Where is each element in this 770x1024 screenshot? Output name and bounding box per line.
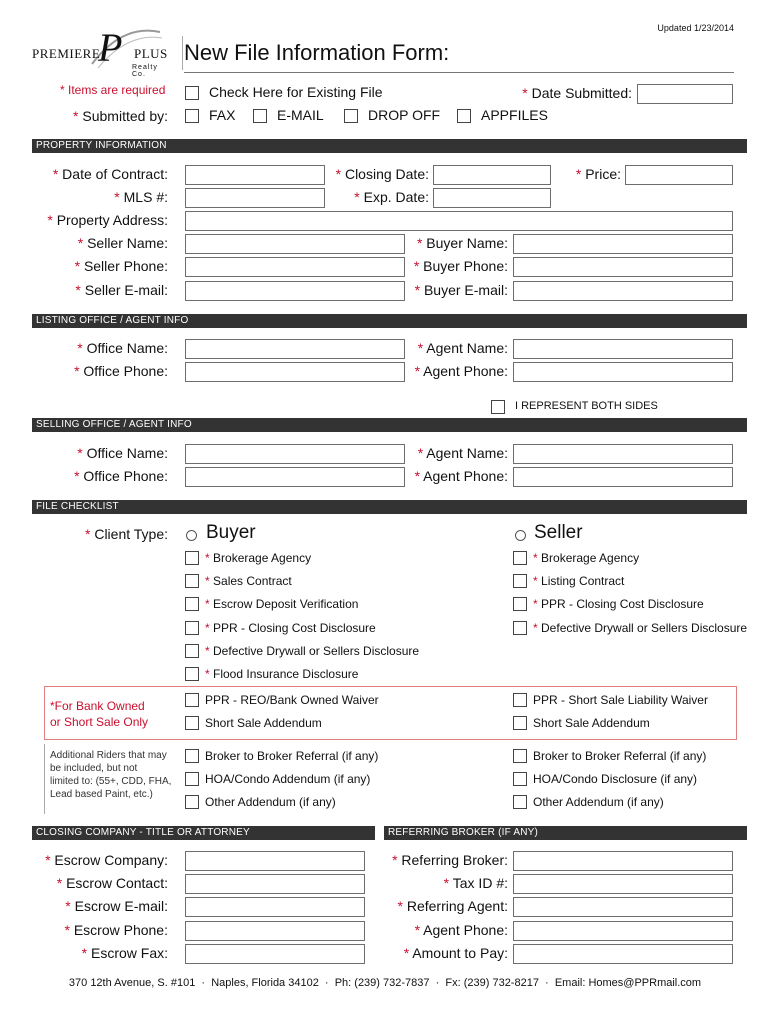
seller-item-checkbox[interactable] [513, 574, 527, 588]
referring-broker-text: Referring Broker: [401, 852, 508, 868]
seller-phone-input[interactable] [185, 257, 405, 277]
buyer-name-label: * Buyer Name: [416, 235, 508, 251]
selling-header: SELLING OFFICE / AGENT INFO [32, 418, 747, 432]
updated-date: Updated 1/23/2014 [657, 23, 734, 33]
buyer-name-input[interactable] [513, 234, 733, 254]
referring-agent-phone-text: Agent Phone: [423, 922, 508, 938]
escrow-contact-text: Escrow Contact: [66, 875, 168, 891]
buyer-email-input[interactable] [513, 281, 733, 301]
selling-agent-phone-label: * Agent Phone: [414, 468, 508, 484]
seller-email-label: * Seller E-mail: [75, 282, 168, 298]
listing-agent-name-text: Agent Name: [426, 340, 508, 356]
existing-file-checkbox[interactable] [185, 86, 199, 100]
seller-rider-label: Other Addendum (if any) [533, 795, 664, 809]
price-input[interactable] [625, 165, 733, 185]
listing-office-phone-input[interactable] [185, 362, 405, 382]
listing-agent-phone-input[interactable] [513, 362, 733, 382]
escrow-phone-text: Escrow Phone: [73, 922, 168, 938]
seller-item-label: * Brokerage Agency [533, 551, 640, 565]
buyer-item-text: Brokerage Agency [213, 551, 312, 565]
listing-office-phone-label: * Office Phone: [74, 363, 168, 379]
seller-rider-checkbox[interactable] [513, 795, 527, 809]
drop-off-label: DROP OFF [368, 107, 441, 123]
tax-id-input[interactable] [513, 874, 733, 894]
seller-phone-text: Seller Phone: [83, 258, 168, 274]
buyer-name-text: Buyer Name: [426, 235, 508, 251]
selling-office-phone-label: * Office Phone: [74, 468, 168, 484]
form-title: New File Information Form: [184, 40, 450, 65]
buyer-item-checkbox[interactable] [185, 597, 199, 611]
appfiles-checkbox[interactable] [457, 109, 471, 123]
listing-office-phone-text: Office Phone: [83, 363, 168, 379]
seller-email-input[interactable] [185, 281, 405, 301]
buyer-item-checkbox[interactable] [185, 644, 199, 658]
date-of-contract-label: * Date of Contract: [52, 166, 168, 182]
selling-office-name-input[interactable] [185, 444, 405, 464]
escrow-company-input[interactable] [185, 851, 365, 871]
seller-item-text: Brokerage Agency [541, 551, 640, 565]
reo-waiver-checkbox[interactable] [185, 693, 199, 707]
date-of-contract-text: Date of Contract: [62, 166, 168, 182]
seller-rider-label: Broker to Broker Referral (if any) [533, 749, 707, 763]
footer-address: 370 12th Avenue, S. #101 · Naples, Florida 34102 · Ph: (239) 732-7837 · Fx: (239) 732-8217 · Email: Homes@PPRmail.com [68, 977, 702, 989]
tax-id-text: Tax ID #: [452, 875, 508, 891]
escrow-email-text: Escrow E-mail: [74, 898, 168, 914]
client-type-label: * Client Type: [84, 526, 168, 542]
logo-monogram: P [98, 25, 123, 70]
client-type-text: Client Type: [94, 526, 168, 542]
seller-item-text: Defective Drywall or Sellers Disclosure [541, 621, 748, 635]
mls-text: MLS #: [123, 189, 168, 205]
listing-agent-phone-text: Agent Phone: [423, 363, 508, 379]
bank-owned-note-line: *For Bank Owned [50, 699, 145, 713]
listing-office-name-input[interactable] [185, 339, 405, 359]
escrow-fax-input[interactable] [185, 944, 365, 964]
escrow-phone-label: * Escrow Phone: [64, 922, 168, 938]
amount-to-pay-text: Amount to Pay: [412, 945, 508, 961]
selling-office-name-label: * Office Name: [77, 445, 168, 461]
seller-rider-checkbox[interactable] [513, 772, 527, 786]
reo-waiver-label: PPR - REO/Bank Owned Waiver [205, 693, 379, 707]
logo-subtitle: Realty Co. [132, 64, 158, 78]
both-sides-label: I REPRESENT BOTH SIDES [515, 400, 658, 412]
buyer-rider-label: HOA/Condo Addendum (if any) [205, 772, 371, 786]
escrow-phone-input[interactable] [185, 921, 365, 941]
buyer-rider-label: Other Addendum (if any) [205, 795, 336, 809]
referring-broker-label: * Referring Broker: [392, 852, 508, 868]
logo-right-word: PLUS [134, 46, 168, 61]
riders-note-line: Lead based Paint, etc.) [50, 789, 153, 800]
buyer-item-text: PPR - Closing Cost Disclosure [213, 621, 376, 635]
email-checkbox[interactable] [253, 109, 267, 123]
buyer-item-checkbox[interactable] [185, 621, 199, 635]
selling-agent-name-label: * Agent Name: [417, 445, 508, 461]
submitted-by-label: * Submitted by: [73, 108, 168, 124]
property-address-text: Property Address: [56, 212, 168, 228]
riders-note-line: be included, but not [50, 763, 138, 774]
buyer-item-label: * Defective Drywall or Sellers Disclosure [205, 644, 420, 658]
buyer-radio[interactable] [186, 530, 197, 541]
riders-note-line: Additional Riders that may [50, 750, 167, 761]
logo [32, 24, 172, 76]
seller-radio-label: Seller [534, 522, 583, 543]
riders-note-line: limited to: (55+, CDD, FHA, [50, 776, 172, 787]
riders-divider [44, 744, 45, 814]
exp-date-label: * Exp. Date: [354, 189, 429, 205]
referring-broker-input[interactable] [513, 851, 733, 871]
buyer-item-label: * Sales Contract [205, 574, 292, 588]
exp-date-text: Exp. Date: [363, 189, 429, 205]
referring-header: REFERRING BROKER (IF ANY) [384, 826, 747, 840]
seller-name-text: Seller Name: [87, 235, 168, 251]
closing-date-input[interactable] [433, 165, 551, 185]
bank-owned-note-line: or Short Sale Only [50, 715, 149, 729]
escrow-company-label: * Escrow Company: [45, 852, 168, 868]
buyer-phone-input[interactable] [513, 257, 733, 277]
title-rule [184, 72, 734, 73]
referring-agent-phone-input[interactable] [513, 921, 733, 941]
date-submitted-text: Date Submitted: [531, 85, 632, 101]
buyer-item-text: Flood Insurance Disclosure [213, 667, 359, 681]
bank-owned-note [50, 698, 148, 730]
escrow-contact-label: * Escrow Contact: [56, 875, 168, 891]
seller-item-label: * PPR - Closing Cost Disclosure [533, 597, 704, 611]
buyer-phone-text: Buyer Phone: [423, 258, 508, 274]
seller-item-label: * Listing Contract [533, 574, 625, 588]
referring-agent-label: * Referring Agent: [397, 898, 508, 914]
seller-name-input[interactable] [185, 234, 405, 254]
closing-header: CLOSING COMPANY - TITLE OR ATTORNEY [32, 826, 375, 840]
seller-radio[interactable] [515, 530, 526, 541]
tax-id-label: * Tax ID #: [443, 875, 508, 891]
property-header: PROPERTY INFORMATION [32, 139, 747, 153]
logo-left-word: PREMIERE [32, 46, 101, 61]
selling-office-phone-text: Office Phone: [83, 468, 168, 484]
both-sides-checkbox[interactable] [491, 400, 505, 414]
seller-item-checkbox[interactable] [513, 597, 527, 611]
date-submitted-input[interactable] [637, 84, 733, 104]
buyer-item-label: * Flood Insurance Disclosure [205, 667, 359, 681]
seller-short-sale-label: Short Sale Addendum [533, 716, 650, 730]
buyer-item-label: * Brokerage Agency [205, 551, 312, 565]
selling-agent-phone-text: Agent Phone: [423, 468, 508, 484]
selling-agent-phone-input[interactable] [513, 467, 733, 487]
date-of-contract-input[interactable] [185, 165, 325, 185]
buyer-radio-label: Buyer [206, 522, 256, 543]
riders-note [50, 749, 171, 801]
referring-agent-text: Referring Agent: [406, 898, 508, 914]
date-submitted-label: * Date Submitted: [522, 85, 632, 101]
mls-input[interactable] [185, 188, 325, 208]
listing-office-name-label: * Office Name: [77, 340, 168, 356]
checklist-header: FILE CHECKLIST [32, 500, 747, 514]
buyer-item-text: Escrow Deposit Verification [213, 597, 359, 611]
buyer-item-label: * PPR - Closing Cost Disclosure [205, 621, 376, 635]
seller-phone-label: * Seller Phone: [74, 258, 168, 274]
seller-item-checkbox[interactable] [513, 621, 527, 635]
logo-divider [182, 36, 183, 70]
buyer-email-text: Buyer E-mail: [423, 282, 508, 298]
buyer-short-sale-label: Short Sale Addendum [205, 716, 322, 730]
listing-header: LISTING OFFICE / AGENT INFO [32, 314, 747, 328]
appfiles-label: APPFILES [481, 107, 548, 123]
listing-agent-name-label: * Agent Name: [417, 340, 508, 356]
listing-office-name-text: Office Name: [86, 340, 168, 356]
escrow-fax-label: * Escrow Fax: [81, 945, 168, 961]
selling-agent-name-text: Agent Name: [426, 445, 508, 461]
buyer-email-label: * Buyer E-mail: [414, 282, 508, 298]
property-address-label: * Property Address: [47, 212, 168, 228]
escrow-email-label: * Escrow E-mail: [65, 898, 168, 914]
existing-file-label: Check Here for Existing File [209, 84, 383, 100]
referring-agent-phone-label: * Agent Phone: [414, 922, 508, 938]
buyer-item-text: Sales Contract [213, 574, 292, 588]
fax-checkbox[interactable] [185, 109, 199, 123]
email-label: E-MAIL [277, 107, 324, 123]
mls-label: * MLS #: [114, 189, 168, 205]
buyer-item-text: Defective Drywall or Sellers Disclosure [213, 644, 420, 658]
buyer-rider-checkbox[interactable] [185, 795, 199, 809]
selling-agent-name-input[interactable] [513, 444, 733, 464]
escrow-fax-text: Escrow Fax: [90, 945, 168, 961]
buyer-phone-label: * Buyer Phone: [413, 258, 508, 274]
buyer-rider-checkbox[interactable] [185, 772, 199, 786]
referring-agent-input[interactable] [513, 897, 733, 917]
closing-date-text: Closing Date: [344, 166, 429, 182]
escrow-contact-input[interactable] [185, 874, 365, 894]
listing-agent-name-input[interactable] [513, 339, 733, 359]
drop-off-checkbox[interactable] [344, 109, 358, 123]
buyer-item-checkbox[interactable] [185, 574, 199, 588]
required-note: * Items are required [60, 83, 166, 97]
escrow-company-text: Escrow Company: [54, 852, 168, 868]
buyer-short-sale-checkbox[interactable] [185, 716, 199, 730]
price-text: Price: [585, 166, 621, 182]
seller-item-text: PPR - Closing Cost Disclosure [541, 597, 704, 611]
price-label: * Price: [575, 166, 621, 182]
seller-item-label: * Defective Drywall or Sellers Disclosure [533, 621, 748, 635]
seller-email-text: Seller E-mail: [84, 282, 168, 298]
seller-short-sale-checkbox[interactable] [513, 716, 527, 730]
buyer-item-checkbox[interactable] [185, 551, 199, 565]
closing-date-label: * Closing Date: [335, 166, 429, 182]
seller-name-label: * Seller Name: [77, 235, 168, 251]
seller-rider-checkbox[interactable] [513, 749, 527, 763]
buyer-item-checkbox[interactable] [185, 667, 199, 681]
listing-agent-phone-label: * Agent Phone: [414, 363, 508, 379]
seller-item-checkbox[interactable] [513, 551, 527, 565]
amount-to-pay-input[interactable] [513, 944, 733, 964]
property-address-input[interactable] [185, 211, 733, 231]
amount-to-pay-label: * Amount to Pay: [403, 945, 508, 961]
selling-office-phone-input[interactable] [185, 467, 405, 487]
buyer-rider-label: Broker to Broker Referral (if any) [205, 749, 379, 763]
buyer-rider-checkbox[interactable] [185, 749, 199, 763]
buyer-item-label: * Escrow Deposit Verification [205, 597, 359, 611]
short-sale-waiver-checkbox[interactable] [513, 693, 527, 707]
seller-rider-label: HOA/Condo Disclosure (if any) [533, 772, 698, 786]
selling-office-name-text: Office Name: [86, 445, 168, 461]
exp-date-input[interactable] [433, 188, 551, 208]
seller-item-text: Listing Contract [541, 574, 625, 588]
fax-label: FAX [209, 107, 236, 123]
short-sale-waiver-label: PPR - Short Sale Liability Waiver [533, 693, 708, 707]
submitted-by-text: Submitted by: [82, 108, 168, 124]
escrow-email-input[interactable] [185, 897, 365, 917]
